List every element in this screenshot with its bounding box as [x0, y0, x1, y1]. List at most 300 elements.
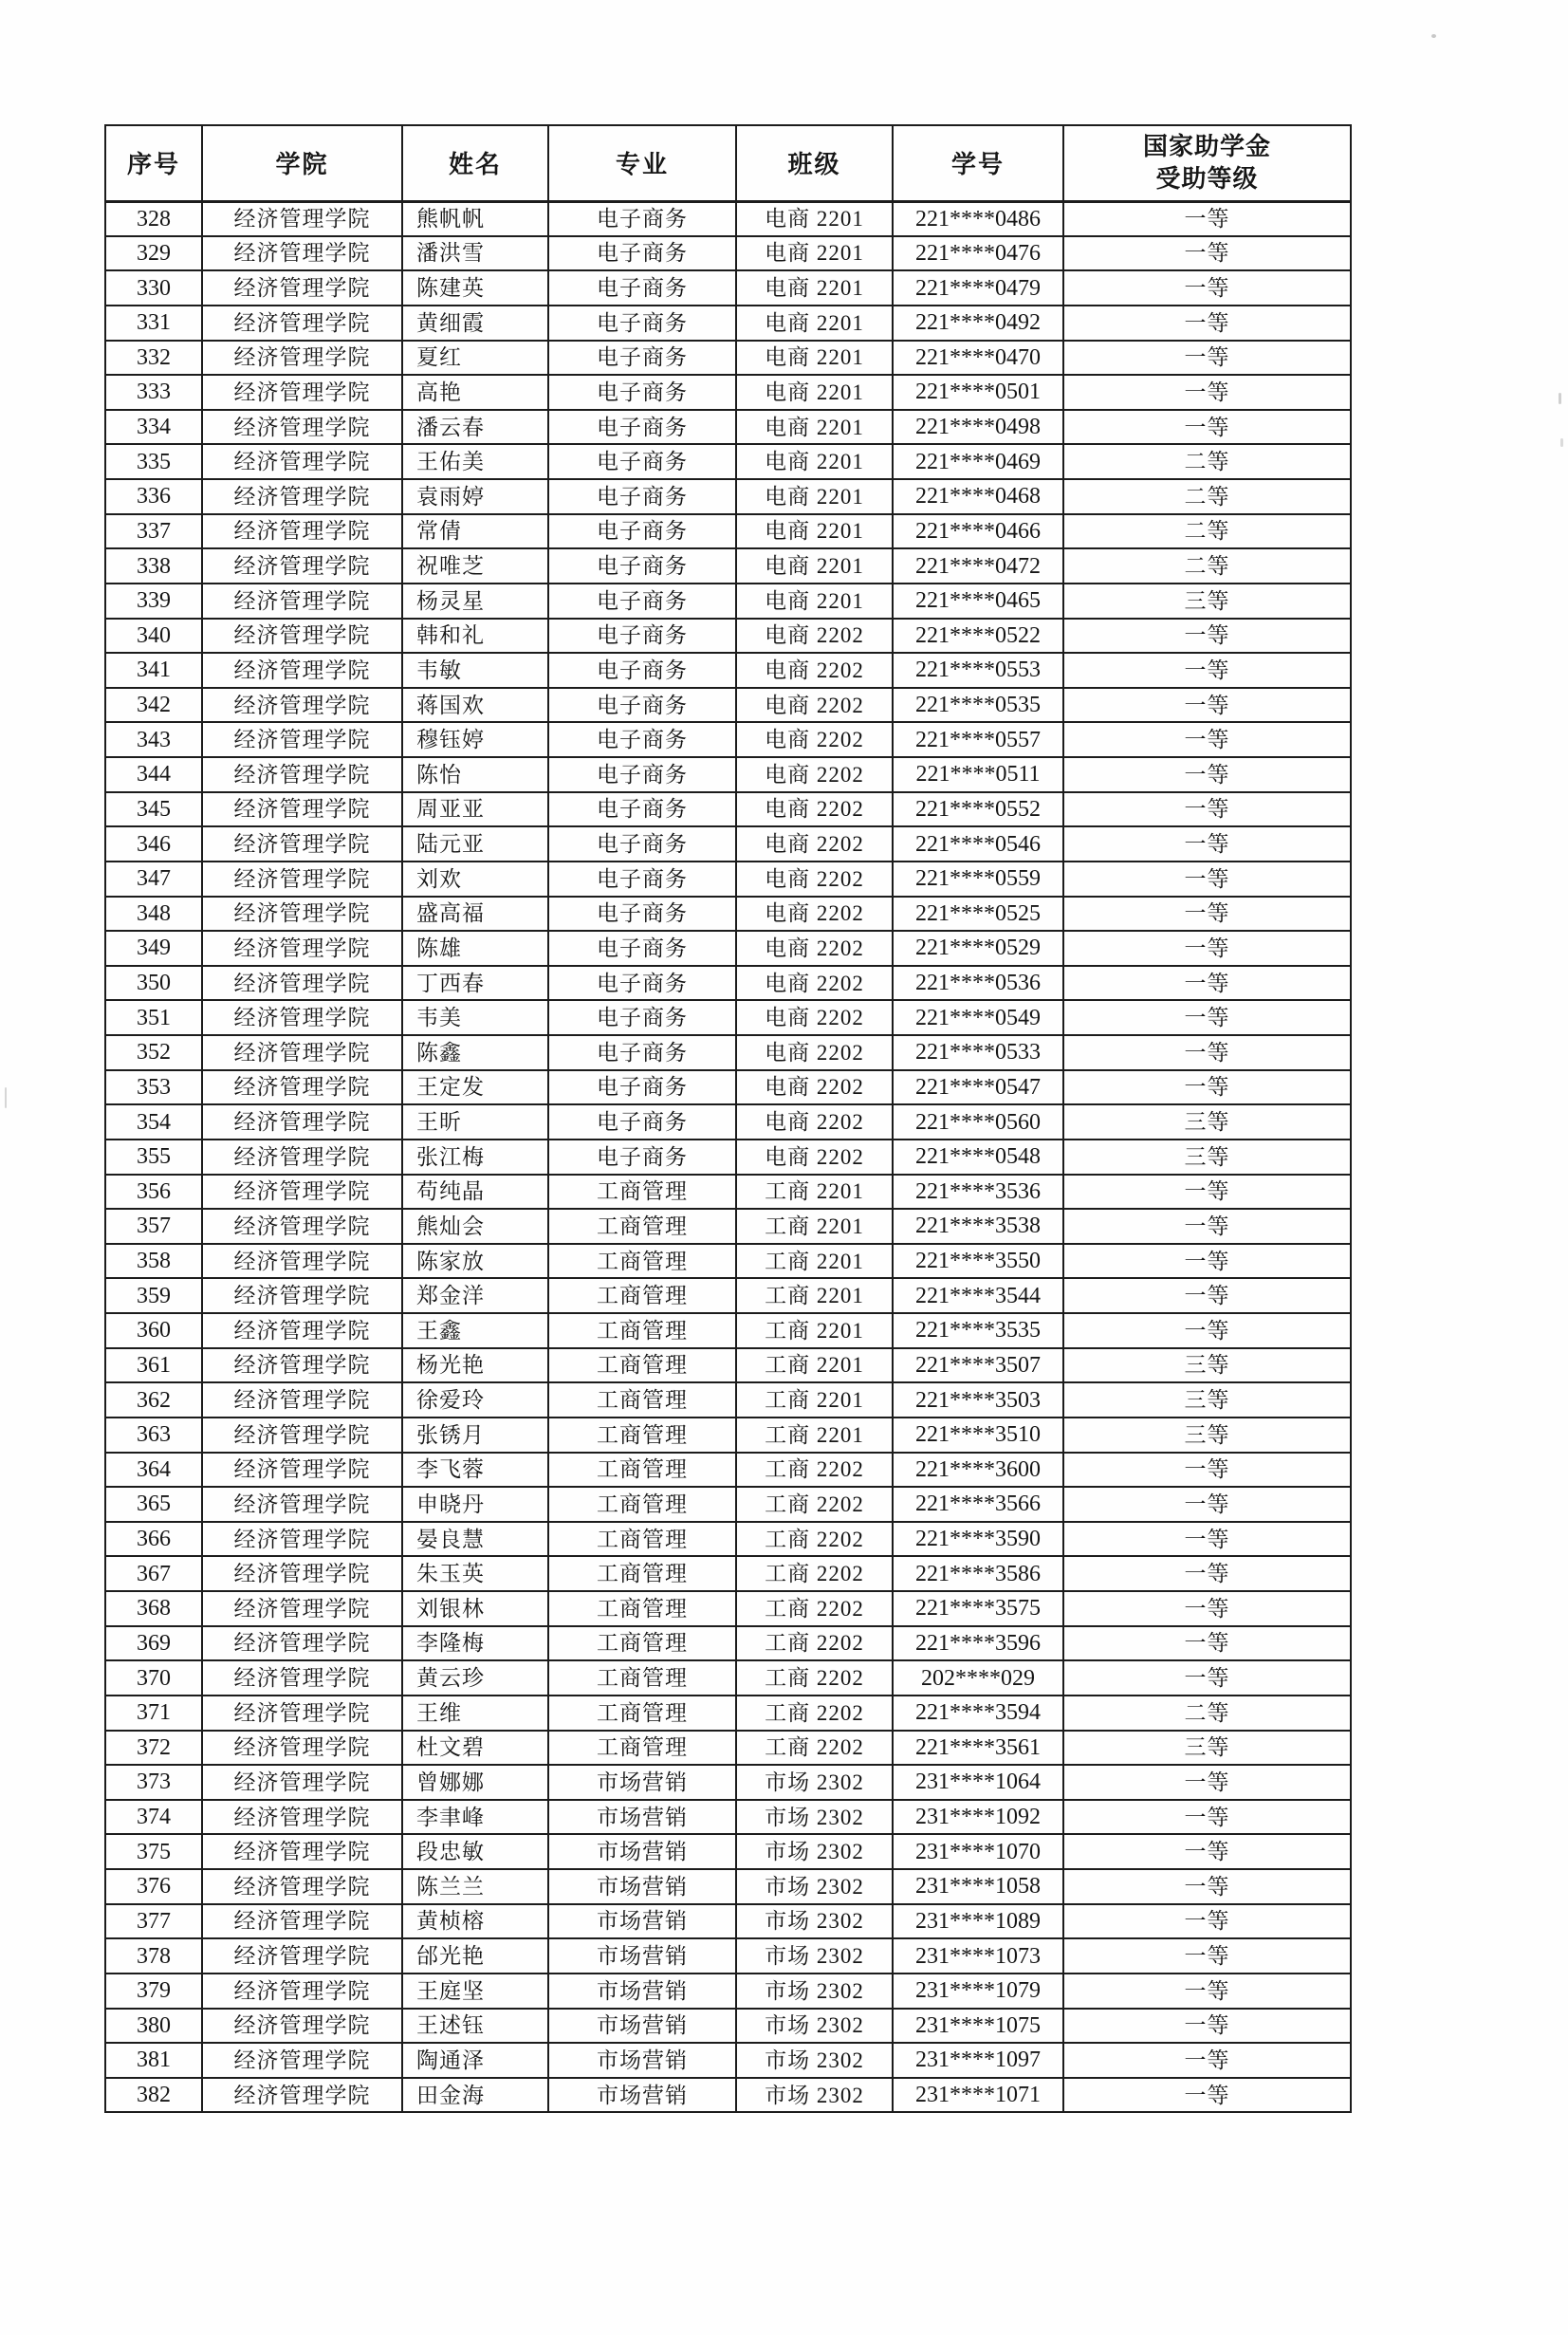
- table-row: [105, 1974, 1351, 2009]
- cell-class: 电商 2202: [736, 897, 893, 932]
- table-row: [105, 862, 1351, 897]
- table-row: [105, 1070, 1351, 1105]
- cell-major: 工商管理: [548, 1453, 736, 1488]
- cell-class: 市场 2302: [736, 1904, 893, 1939]
- cell-student-id: 221****0525: [893, 897, 1063, 932]
- cell-grade: 二等: [1063, 514, 1351, 549]
- col-header-name: 姓名: [402, 125, 548, 201]
- cell-college: 经济管理学院: [202, 201, 402, 236]
- cell-college: 经济管理学院: [202, 1626, 402, 1661]
- cell-college: 经济管理学院: [202, 514, 402, 549]
- cell-name: 田金海: [402, 2078, 548, 2113]
- table-row: [105, 1626, 1351, 1661]
- cell-grade: 一等: [1063, 1175, 1351, 1210]
- cell-college: 经济管理学院: [202, 1556, 402, 1591]
- cell-class: 市场 2302: [736, 2043, 893, 2078]
- cell-name: 陈建英: [402, 270, 548, 306]
- cell-college: 经济管理学院: [202, 236, 402, 271]
- cell-class: 电商 2201: [736, 306, 893, 341]
- cell-major: 市场营销: [548, 1938, 736, 1974]
- col-header-no: 序号: [105, 125, 202, 201]
- cell-college: 经济管理学院: [202, 1000, 402, 1035]
- table-header-row: [105, 125, 1351, 201]
- cell-major: 电子商务: [548, 792, 736, 827]
- cell-student-id: 221****0470: [893, 341, 1063, 376]
- cell-college: 经济管理学院: [202, 1104, 402, 1140]
- table-row: [105, 897, 1351, 932]
- cell-major: 市场营销: [548, 2078, 736, 2113]
- cell-college: 经济管理学院: [202, 1765, 402, 1800]
- cell-major: 工商管理: [548, 1626, 736, 1661]
- cell-grade: 一等: [1063, 653, 1351, 688]
- cell-name: 黄细霞: [402, 306, 548, 341]
- table-row: [105, 1104, 1351, 1140]
- cell-major: 电子商务: [548, 757, 736, 792]
- cell-grade: 一等: [1063, 1869, 1351, 1904]
- cell-grade: 一等: [1063, 966, 1351, 1001]
- cell-college: 经济管理学院: [202, 897, 402, 932]
- cell-college: 经济管理学院: [202, 306, 402, 341]
- cell-no: 328: [105, 201, 202, 236]
- col-header-major: 专业: [548, 125, 736, 201]
- cell-major: 工商管理: [548, 1591, 736, 1626]
- cell-name: 王定发: [402, 1070, 548, 1105]
- cell-name: 杨光艳: [402, 1348, 548, 1383]
- cell-class: 工商 2201: [736, 1175, 893, 1210]
- scan-speck: [1559, 393, 1561, 404]
- cell-no: 331: [105, 306, 202, 341]
- cell-grade: 一等: [1063, 826, 1351, 862]
- cell-no: 338: [105, 548, 202, 584]
- cell-class: 电商 2202: [736, 1140, 893, 1175]
- cell-student-id: 221****0492: [893, 306, 1063, 341]
- cell-college: 经济管理学院: [202, 2043, 402, 2078]
- cell-no: 332: [105, 341, 202, 376]
- cell-class: 工商 2201: [736, 1348, 893, 1383]
- cell-major: 电子商务: [548, 514, 736, 549]
- table-row: [105, 1696, 1351, 1731]
- cell-grade: 一等: [1063, 201, 1351, 236]
- cell-class: 工商 2202: [736, 1626, 893, 1661]
- col-header-class: 班级: [736, 125, 893, 201]
- cell-class: 电商 2201: [736, 201, 893, 236]
- cell-college: 经济管理学院: [202, 1035, 402, 1070]
- cell-major: 市场营销: [548, 1904, 736, 1939]
- cell-student-id: 221****3535: [893, 1313, 1063, 1348]
- table-row: [105, 1382, 1351, 1418]
- cell-college: 经济管理学院: [202, 722, 402, 757]
- cell-no: 368: [105, 1591, 202, 1626]
- cell-name: 丁西春: [402, 966, 548, 1001]
- cell-major: 电子商务: [548, 341, 736, 376]
- cell-no: 353: [105, 1070, 202, 1105]
- cell-major: 工商管理: [548, 1660, 736, 1696]
- cell-name: 祝唯芝: [402, 548, 548, 584]
- cell-no: 333: [105, 375, 202, 410]
- cell-student-id: 221****3510: [893, 1418, 1063, 1453]
- cell-college: 经济管理学院: [202, 1904, 402, 1939]
- cell-class: 工商 2202: [736, 1660, 893, 1696]
- cell-class: 市场 2302: [736, 1834, 893, 1869]
- cell-student-id: 221****0557: [893, 722, 1063, 757]
- cell-college: 经济管理学院: [202, 1209, 402, 1244]
- cell-student-id: 221****0548: [893, 1140, 1063, 1175]
- cell-grade: 一等: [1063, 1800, 1351, 1835]
- cell-student-id: 231****1073: [893, 1938, 1063, 1974]
- table-row: [105, 2009, 1351, 2044]
- cell-no: 335: [105, 444, 202, 479]
- table-row: [105, 688, 1351, 723]
- cell-name: 黄桢榕: [402, 1904, 548, 1939]
- cell-college: 经济管理学院: [202, 1382, 402, 1418]
- cell-name: 张锈月: [402, 1418, 548, 1453]
- cell-name: 杜文碧: [402, 1731, 548, 1766]
- cell-college: 经济管理学院: [202, 1591, 402, 1626]
- cell-name: 刘银林: [402, 1591, 548, 1626]
- cell-college: 经济管理学院: [202, 966, 402, 1001]
- cell-name: 苟纯晶: [402, 1175, 548, 1210]
- cell-name: 夏红: [402, 341, 548, 376]
- cell-grade: 二等: [1063, 548, 1351, 584]
- cell-grade: 一等: [1063, 1209, 1351, 1244]
- cell-no: 363: [105, 1418, 202, 1453]
- cell-major: 电子商务: [548, 966, 736, 1001]
- cell-major: 工商管理: [548, 1175, 736, 1210]
- cell-no: 364: [105, 1453, 202, 1488]
- cell-student-id: 221****0472: [893, 548, 1063, 584]
- cell-grade: 三等: [1063, 1731, 1351, 1766]
- cell-college: 经济管理学院: [202, 584, 402, 619]
- cell-major: 市场营销: [548, 1974, 736, 2009]
- cell-no: 372: [105, 1731, 202, 1766]
- cell-grade: 一等: [1063, 341, 1351, 376]
- scholarship-roster-table: [104, 124, 1352, 2113]
- cell-major: 工商管理: [548, 1278, 736, 1313]
- cell-no: 339: [105, 584, 202, 619]
- cell-student-id: 221****0559: [893, 862, 1063, 897]
- cell-major: 电子商务: [548, 1000, 736, 1035]
- cell-student-id: 221****0549: [893, 1000, 1063, 1035]
- cell-college: 经济管理学院: [202, 792, 402, 827]
- cell-no: 374: [105, 1800, 202, 1835]
- cell-major: 电子商务: [548, 897, 736, 932]
- cell-name: 熊帆帆: [402, 201, 548, 236]
- cell-class: 工商 2201: [736, 1278, 893, 1313]
- cell-name: 陈雄: [402, 931, 548, 966]
- cell-student-id: 221****0547: [893, 1070, 1063, 1105]
- cell-name: 陈兰兰: [402, 1869, 548, 1904]
- cell-college: 经济管理学院: [202, 479, 402, 514]
- cell-class: 市场 2302: [736, 1800, 893, 1835]
- cell-major: 市场营销: [548, 1869, 736, 1904]
- cell-no: 362: [105, 1382, 202, 1418]
- cell-college: 经济管理学院: [202, 270, 402, 306]
- cell-student-id: 221****3503: [893, 1382, 1063, 1418]
- cell-college: 经济管理学院: [202, 1660, 402, 1696]
- cell-grade: 一等: [1063, 2009, 1351, 2044]
- cell-major: 工商管理: [548, 1418, 736, 1453]
- cell-name: 王鑫: [402, 1313, 548, 1348]
- cell-name: 潘云春: [402, 410, 548, 445]
- cell-student-id: 221****0522: [893, 619, 1063, 654]
- cell-college: 经济管理学院: [202, 1140, 402, 1175]
- cell-class: 电商 2201: [736, 410, 893, 445]
- cell-no: 365: [105, 1487, 202, 1522]
- cell-name: 王佑美: [402, 444, 548, 479]
- cell-no: 350: [105, 966, 202, 1001]
- cell-student-id: 221****3544: [893, 1278, 1063, 1313]
- cell-grade: 一等: [1063, 1035, 1351, 1070]
- cell-college: 经济管理学院: [202, 2078, 402, 2113]
- cell-student-id: 221****3561: [893, 1731, 1063, 1766]
- cell-grade: 一等: [1063, 410, 1351, 445]
- cell-name: 韦美: [402, 1000, 548, 1035]
- table-row: [105, 653, 1351, 688]
- cell-college: 经济管理学院: [202, 619, 402, 654]
- cell-college: 经济管理学院: [202, 1696, 402, 1731]
- cell-major: 电子商务: [548, 1070, 736, 1105]
- table-row: [105, 1522, 1351, 1557]
- cell-class: 工商 2201: [736, 1418, 893, 1453]
- table-row: [105, 1313, 1351, 1348]
- cell-college: 经济管理学院: [202, 1834, 402, 1869]
- cell-class: 电商 2202: [736, 619, 893, 654]
- cell-grade: 一等: [1063, 270, 1351, 306]
- cell-class: 市场 2302: [736, 1869, 893, 1904]
- cell-name: 盛高福: [402, 897, 548, 932]
- cell-class: 工商 2202: [736, 1487, 893, 1522]
- cell-college: 经济管理学院: [202, 1070, 402, 1105]
- cell-college: 经济管理学院: [202, 1731, 402, 1766]
- cell-grade: 二等: [1063, 1696, 1351, 1731]
- table-row: [105, 1418, 1351, 1453]
- cell-class: 电商 2202: [736, 1104, 893, 1140]
- table-row: [105, 722, 1351, 757]
- cell-major: 电子商务: [548, 688, 736, 723]
- cell-grade: 三等: [1063, 1348, 1351, 1383]
- cell-class: 市场 2302: [736, 1938, 893, 1974]
- cell-grade: 一等: [1063, 931, 1351, 966]
- cell-grade: 一等: [1063, 1070, 1351, 1105]
- cell-class: 市场 2302: [736, 2009, 893, 2044]
- cell-no: 344: [105, 757, 202, 792]
- cell-class: 电商 2202: [736, 826, 893, 862]
- cell-no: 360: [105, 1313, 202, 1348]
- cell-name: 蒋国欢: [402, 688, 548, 723]
- cell-college: 经济管理学院: [202, 1313, 402, 1348]
- cell-college: 经济管理学院: [202, 757, 402, 792]
- cell-major: 市场营销: [548, 1800, 736, 1835]
- cell-grade: 一等: [1063, 2043, 1351, 2078]
- cell-no: 359: [105, 1278, 202, 1313]
- table-row: [105, 792, 1351, 827]
- col-header-college: 学院: [202, 125, 402, 201]
- cell-major: 电子商务: [548, 444, 736, 479]
- cell-grade: 一等: [1063, 1938, 1351, 1974]
- cell-major: 市场营销: [548, 2043, 736, 2078]
- cell-major: 工商管理: [548, 1313, 736, 1348]
- cell-major: 电子商务: [548, 1035, 736, 1070]
- cell-college: 经济管理学院: [202, 862, 402, 897]
- cell-college: 经济管理学院: [202, 1800, 402, 1835]
- cell-college: 经济管理学院: [202, 1244, 402, 1279]
- table-row: [105, 1834, 1351, 1869]
- cell-major: 电子商务: [548, 1104, 736, 1140]
- cell-student-id: 221****3575: [893, 1591, 1063, 1626]
- cell-grade: 一等: [1063, 619, 1351, 654]
- cell-class: 工商 2202: [736, 1591, 893, 1626]
- cell-student-id: 221****0546: [893, 826, 1063, 862]
- cell-student-id: 231****1070: [893, 1834, 1063, 1869]
- cell-grade: 一等: [1063, 897, 1351, 932]
- cell-no: 352: [105, 1035, 202, 1070]
- table-row: [105, 1731, 1351, 1766]
- cell-student-id: 221****0498: [893, 410, 1063, 445]
- cell-class: 工商 2202: [736, 1696, 893, 1731]
- cell-class: 工商 2202: [736, 1522, 893, 1557]
- cell-grade: 一等: [1063, 1591, 1351, 1626]
- scan-speck: [5, 1087, 7, 1108]
- cell-name: 陈怡: [402, 757, 548, 792]
- cell-student-id: 221****3600: [893, 1453, 1063, 1488]
- cell-no: 345: [105, 792, 202, 827]
- cell-name: 李飞蓉: [402, 1453, 548, 1488]
- cell-no: 361: [105, 1348, 202, 1383]
- cell-name: 熊灿会: [402, 1209, 548, 1244]
- cell-no: 330: [105, 270, 202, 306]
- cell-college: 经济管理学院: [202, 341, 402, 376]
- cell-student-id: 221****3596: [893, 1626, 1063, 1661]
- table-row: [105, 1591, 1351, 1626]
- cell-name: 穆钰婷: [402, 722, 548, 757]
- cell-name: 朱玉英: [402, 1556, 548, 1591]
- scan-speck: [1431, 34, 1436, 38]
- table-row: [105, 236, 1351, 271]
- cell-college: 经济管理学院: [202, 826, 402, 862]
- cell-college: 经济管理学院: [202, 688, 402, 723]
- cell-major: 电子商务: [548, 653, 736, 688]
- cell-no: 382: [105, 2078, 202, 2113]
- cell-major: 工商管理: [548, 1487, 736, 1522]
- table-row: [105, 1278, 1351, 1313]
- cell-college: 经济管理学院: [202, 1869, 402, 1904]
- cell-student-id: 221****0479: [893, 270, 1063, 306]
- cell-class: 电商 2202: [736, 966, 893, 1001]
- table-row: [105, 931, 1351, 966]
- table-row: [105, 479, 1351, 514]
- cell-no: 380: [105, 2009, 202, 2044]
- cell-no: 349: [105, 931, 202, 966]
- cell-major: 电子商务: [548, 236, 736, 271]
- cell-major: 电子商务: [548, 931, 736, 966]
- cell-grade: 一等: [1063, 792, 1351, 827]
- cell-class: 市场 2302: [736, 2078, 893, 2113]
- cell-grade: 一等: [1063, 722, 1351, 757]
- cell-no: 369: [105, 1626, 202, 1661]
- cell-no: 336: [105, 479, 202, 514]
- cell-name: 王述钰: [402, 2009, 548, 2044]
- cell-student-id: 221****3594: [893, 1696, 1063, 1731]
- cell-grade: 一等: [1063, 1487, 1351, 1522]
- cell-class: 电商 2201: [736, 514, 893, 549]
- cell-no: 378: [105, 1938, 202, 1974]
- cell-major: 电子商务: [548, 1140, 736, 1175]
- cell-class: 工商 2201: [736, 1244, 893, 1279]
- cell-name: 张江梅: [402, 1140, 548, 1175]
- cell-name: 曾娜娜: [402, 1765, 548, 1800]
- cell-major: 电子商务: [548, 270, 736, 306]
- cell-no: 375: [105, 1834, 202, 1869]
- cell-student-id: 221****0511: [893, 757, 1063, 792]
- cell-college: 经济管理学院: [202, 931, 402, 966]
- table-row: [105, 410, 1351, 445]
- cell-name: 周亚亚: [402, 792, 548, 827]
- cell-name: 陶通泽: [402, 2043, 548, 2078]
- cell-major: 工商管理: [548, 1696, 736, 1731]
- table-row: [105, 444, 1351, 479]
- cell-no: 379: [105, 1974, 202, 2009]
- cell-no: 348: [105, 897, 202, 932]
- table-row: [105, 1209, 1351, 1244]
- cell-grade: 一等: [1063, 375, 1351, 410]
- cell-student-id: 221****0533: [893, 1035, 1063, 1070]
- cell-grade: 一等: [1063, 757, 1351, 792]
- cell-no: 329: [105, 236, 202, 271]
- cell-class: 电商 2202: [736, 862, 893, 897]
- cell-class: 市场 2302: [736, 1974, 893, 2009]
- table-row: [105, 619, 1351, 654]
- cell-college: 经济管理学院: [202, 1175, 402, 1210]
- cell-class: 电商 2201: [736, 236, 893, 271]
- cell-student-id: 231****1071: [893, 2078, 1063, 2113]
- cell-no: 347: [105, 862, 202, 897]
- scan-speck: [1560, 438, 1563, 447]
- cell-class: 工商 2201: [736, 1209, 893, 1244]
- cell-student-id: 221****0529: [893, 931, 1063, 966]
- cell-major: 电子商务: [548, 548, 736, 584]
- cell-grade: 三等: [1063, 1140, 1351, 1175]
- cell-college: 经济管理学院: [202, 410, 402, 445]
- cell-major: 电子商务: [548, 375, 736, 410]
- cell-name: 黄云珍: [402, 1660, 548, 1696]
- table-row: [105, 757, 1351, 792]
- cell-grade: 一等: [1063, 1278, 1351, 1313]
- cell-student-id: 221****0476: [893, 236, 1063, 271]
- cell-class: 电商 2202: [736, 1035, 893, 1070]
- cell-name: 晏良慧: [402, 1522, 548, 1557]
- cell-major: 电子商务: [548, 722, 736, 757]
- cell-grade: 三等: [1063, 1104, 1351, 1140]
- cell-student-id: 231****1058: [893, 1869, 1063, 1904]
- cell-no: 371: [105, 1696, 202, 1731]
- cell-name: 王庭坚: [402, 1974, 548, 2009]
- cell-grade: 一等: [1063, 306, 1351, 341]
- cell-student-id: 221****0535: [893, 688, 1063, 723]
- cell-student-id: 231****1092: [893, 1800, 1063, 1835]
- cell-class: 电商 2202: [736, 722, 893, 757]
- cell-college: 经济管理学院: [202, 548, 402, 584]
- table-row: [105, 1140, 1351, 1175]
- cell-college: 经济管理学院: [202, 1348, 402, 1383]
- cell-class: 电商 2201: [736, 548, 893, 584]
- cell-grade: 二等: [1063, 444, 1351, 479]
- table-row: [105, 1453, 1351, 1488]
- col-header-student-id: 学号: [893, 125, 1063, 201]
- cell-student-id: 221****0468: [893, 479, 1063, 514]
- table-row: [105, 1765, 1351, 1800]
- table-row: [105, 2078, 1351, 2113]
- cell-college: 经济管理学院: [202, 653, 402, 688]
